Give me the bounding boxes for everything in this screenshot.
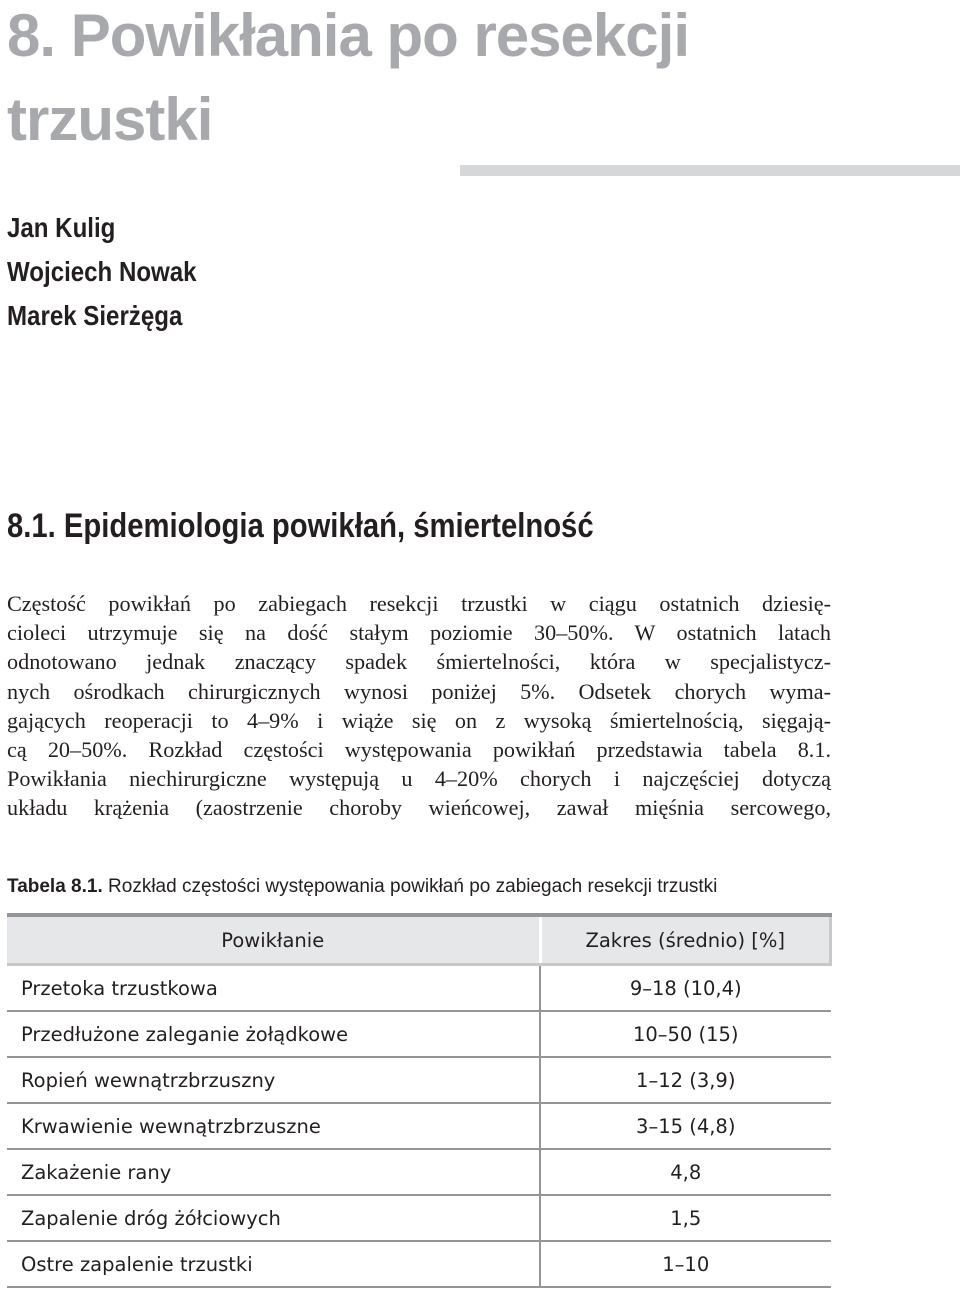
chapter-title-line-1: 8. Powikłania po resekcji [7, 2, 689, 69]
section-title: 8.1. Epidemiologia powikłań, śmiertelność [7, 507, 594, 545]
author-list [7, 206, 227, 338]
body-line: układu krążenia (zaostrzenie choroby wieńcowej, zawał mięśnia sercowego, [7, 795, 831, 821]
range-cell: 1–10 [540, 1241, 831, 1287]
table-row [7, 1057, 831, 1103]
complication-cell: Ropień wewnątrzbrzuszny [7, 1057, 540, 1103]
complication-cell: Zapalenie dróg żółciowych [7, 1195, 540, 1241]
complications-table [7, 913, 832, 1288]
chapter-title-line-2: trzustki [7, 86, 213, 153]
range-cell: 4,8 [540, 1149, 831, 1195]
complication-cell: Zakażenie rany [7, 1149, 540, 1195]
column-header-complication: Powikłanie [7, 915, 540, 965]
range-cell: 1,5 [540, 1195, 831, 1241]
body-line: gających reoperacji to 4–9% i wiąże się on z wysoką śmiertelnością, sięgają- [7, 707, 831, 733]
table-row [7, 1103, 831, 1149]
table-caption-text: Rozkład częstości występowania powikłań po zabiegach resekcji trzustki [102, 876, 718, 897]
table-row [7, 1011, 831, 1057]
author-name: Jan Kulig [7, 212, 116, 243]
body-line: Powikłania niechirurgiczne występują u 4–20% chorych i najczęściej dotyczą [7, 766, 831, 792]
chapter-title [7, 0, 767, 162]
table-header-row [7, 915, 831, 965]
range-cell: 3–15 (4,8) [540, 1103, 831, 1149]
body-line: odnotowano jednak znaczący spadek śmiertelności, która w specjalistycz- [7, 649, 831, 675]
range-cell: 10–50 (15) [540, 1011, 831, 1057]
range-cell: 9–18 (10,4) [540, 965, 831, 1012]
table-caption [7, 874, 717, 900]
body-paragraph [7, 589, 831, 823]
table-row [7, 1149, 831, 1195]
table-row [7, 1241, 831, 1287]
title-rule [460, 165, 960, 176]
body-line: cą 20–50%. Rozkład częstości występowania powikłań przedstawia tabela 8.1. [7, 737, 831, 763]
author-name: Wojciech Nowak [7, 256, 197, 287]
body-line: Częstość powikłań po zabiegach resekcji trzustki w ciągu ostatnich dziesię- [7, 591, 831, 616]
range-cell: 1–12 (3,9) [540, 1057, 831, 1103]
complication-cell: Krwawienie wewnątrzbrzuszne [7, 1103, 540, 1149]
complication-cell: Przedłużone zaleganie żołądkowe [7, 1011, 540, 1057]
body-line: nych ośrodkach chirurgicznych wynosi poniżej 5%. Odsetek chorych wyma- [7, 678, 831, 704]
body-line: cioleci utrzymuje się na dość stałym poziomie 30–50%. W ostatnich latach [7, 620, 831, 646]
complication-cell: Ostre zapalenie trzustki [7, 1241, 540, 1287]
table-caption-label: Tabela 8.1. [7, 876, 103, 897]
author-name: Marek Sierżęga [7, 300, 183, 331]
complication-cell: Przetoka trzustkowa [7, 965, 540, 1012]
table-row [7, 965, 831, 1012]
table-row [7, 1195, 831, 1241]
column-header-range: Zakres (średnio) [%] [540, 915, 831, 965]
